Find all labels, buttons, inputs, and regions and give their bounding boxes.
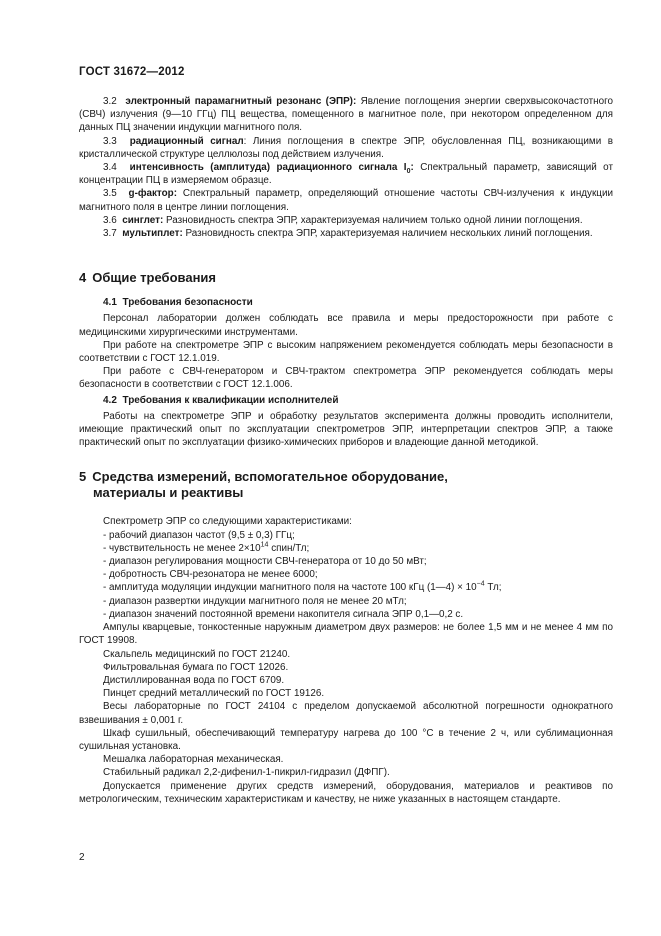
- term-definition: Явление поглощения энергии сверхвысокочастотного (СВЧ) излучения (9—10 ГГц) ПЦ вещества, помещенного в магнитное поле, при некотором определенном для данных ПЦ значении индукции магнитного поля.: [79, 96, 613, 134]
- section-5-heading: [79, 469, 613, 485]
- subsection-title: Требования к квалификации исполнителей: [122, 394, 339, 406]
- term-definition: : Линия поглощения в спектре ЭПР, обусловленная ПЦ, возникающими в кристаллической структуре целлюлозы под действием излучения.: [79, 135, 613, 160]
- list-item: - добротность СВЧ-резонатора не менее 6000;: [103, 569, 318, 581]
- term-number: 3.7: [103, 228, 117, 240]
- term-definition: Разновидность спектра ЭПР, характеризуемая наличием нескольких линий поглощения.: [182, 228, 593, 240]
- paragraph: Скальпель медицинский по ГОСТ 21240.: [103, 648, 291, 660]
- list-item: - диапазон развертки индукции магнитного поля не менее 20 мТл;: [103, 595, 407, 607]
- term-name: синглет:: [122, 214, 164, 226]
- term-number: 3.5: [103, 188, 117, 200]
- superscript: −4: [476, 581, 485, 589]
- term-number: 3.6: [103, 214, 117, 226]
- paragraph: Допускается применение других средств измерений, оборудования, материалов и реактивов по метрологическим, техническим характеристикам и качеству, не ниже указанных в настоящем стандарте.: [79, 780, 613, 805]
- term-name: радиационный сигнал: [129, 135, 244, 147]
- list-item: - диапазон значений постоянной времени накопителя сигнала ЭПР 0,1—0,2 с.: [103, 608, 464, 620]
- term-3-7: [79, 227, 613, 240]
- paragraph: Ампулы кварцевые, тонкостенные наружным диаметром двух размеров: не более 1,5 мм и не менее 4 мм по ГОСТ 19908.: [79, 622, 613, 647]
- term-number: 3.3: [103, 135, 117, 147]
- paragraph: Спектрометр ЭПР со следующими характеристиками:: [103, 516, 352, 528]
- term-name-tail: :: [410, 162, 414, 174]
- subsection-title: Требования безопасности: [122, 297, 253, 309]
- paragraph: Пинцет средний металлический по ГОСТ 19126.: [103, 688, 325, 700]
- term-3-2: [79, 95, 613, 135]
- list-item: [79, 581, 613, 594]
- term-3-6: [79, 214, 613, 227]
- term-definition: Спектральный параметр, зависящий от концентрации ПЦ в измеряемом образце.: [79, 162, 613, 187]
- page-number: 2: [79, 852, 85, 863]
- section-number: 4: [79, 270, 87, 286]
- term-3-5: [79, 187, 613, 213]
- document-header: ГОСТ 31672—2012: [79, 66, 185, 78]
- section-title-line1: Средства измерений, вспомогательное оборудование,: [92, 469, 448, 485]
- paragraph: Шкаф сушильный, обеспечивающий температуру нагрева до 100 °С в течение 2 ч, или сублимационная сушильная установка.: [79, 727, 613, 752]
- section-4-heading: [79, 270, 613, 286]
- subsection-4-2-heading: [79, 394, 613, 407]
- list-item-text: - амплитуда модуляции индукции магнитного поля на частоте 100 кГц (1—4) × 10: [103, 582, 477, 594]
- list-item: [79, 542, 613, 555]
- term-name-main: интенсивность (амплитуда) радиационного сигнала I: [129, 162, 407, 174]
- paragraph: Работы на спектрометре ЭПР и обработку результатов эксперимента должны проводить исполнители, имеющие практический опыт по эксплуатации спектрометров ЭПР, интерпретации спектров ЭПР, а также практический опыт по эксплуатации физико-химических приборов и владеющие данной методикой.: [79, 410, 613, 449]
- paragraph: Весы лабораторные по ГОСТ 24104 с пределом допускаемой абсолютной погрешности однократного взвешивания ± 0,001 г.: [79, 701, 613, 726]
- section-title: Общие требования: [92, 270, 216, 286]
- paragraph: Персонал лаборатории должен соблюдать все правила и меры предосторожности при работе с медицинскими хирургическими инструментами.: [79, 313, 613, 338]
- term-3-3: [79, 135, 613, 161]
- subsection-number: 4.1: [103, 297, 117, 309]
- paragraph: Фильтровальная бумага по ГОСТ 12026.: [103, 661, 289, 673]
- term-definition: Разновидность спектра ЭПР, характеризуемая наличием только одной линии поглощения.: [163, 214, 583, 226]
- term-name: электронный парамагнитный резонанс (ЭПР):: [125, 96, 357, 107]
- term-number: 3.2: [103, 96, 117, 107]
- subsection-number: 4.2: [103, 394, 117, 406]
- list-item-text: - чувствительность не менее 2×10: [103, 542, 261, 554]
- term-name: мультиплет:: [122, 228, 183, 240]
- superscript: 14: [260, 541, 269, 549]
- list-item: - диапазон регулирования мощности СВЧ-генератора от 10 до 50 мВт;: [103, 556, 427, 568]
- term-number: 3.4: [103, 162, 117, 174]
- term-name: g-фактор:: [128, 188, 177, 200]
- term-3-4: [79, 161, 613, 187]
- paragraph: При работе с СВЧ-генератором и СВЧ-трактом спектрометра ЭПР рекомендуется соблюдать меры безопасности в соответствии с ГОСТ 12.1.006.: [79, 366, 613, 391]
- section-number: 5: [79, 469, 87, 485]
- list-item-text: Тл;: [484, 582, 502, 594]
- paragraph: Стабильный радикал 2,2-дифенил-1-пикрил-гидразил (ДФПГ).: [103, 767, 390, 779]
- section-5-heading-line2: материалы и реактивы: [93, 485, 244, 501]
- paragraph: Дистиллированная вода по ГОСТ 6709.: [103, 674, 285, 686]
- list-item: - рабочий диапазон частот (9,5 ± 0,3) ГГц;: [103, 529, 295, 541]
- term-subscript: 0: [406, 167, 411, 175]
- paragraph: При работе на спектрометре ЭПР с высоким напряжением рекомендуется соблюдать меры безопасности в соответствии с ГОСТ 12.1.019.: [79, 339, 613, 365]
- term-name: [130, 162, 414, 173]
- list-item-text: спин/Тл;: [268, 542, 310, 554]
- document-body: [79, 95, 613, 806]
- term-definition: Спектральный параметр, определяющий отношение частоты СВЧ-излучения к индукции магнитного поля в центре линии поглощения.: [79, 188, 613, 213]
- subsection-4-1-heading: [79, 296, 613, 309]
- paragraph: Мешалка лабораторная механическая.: [103, 754, 284, 766]
